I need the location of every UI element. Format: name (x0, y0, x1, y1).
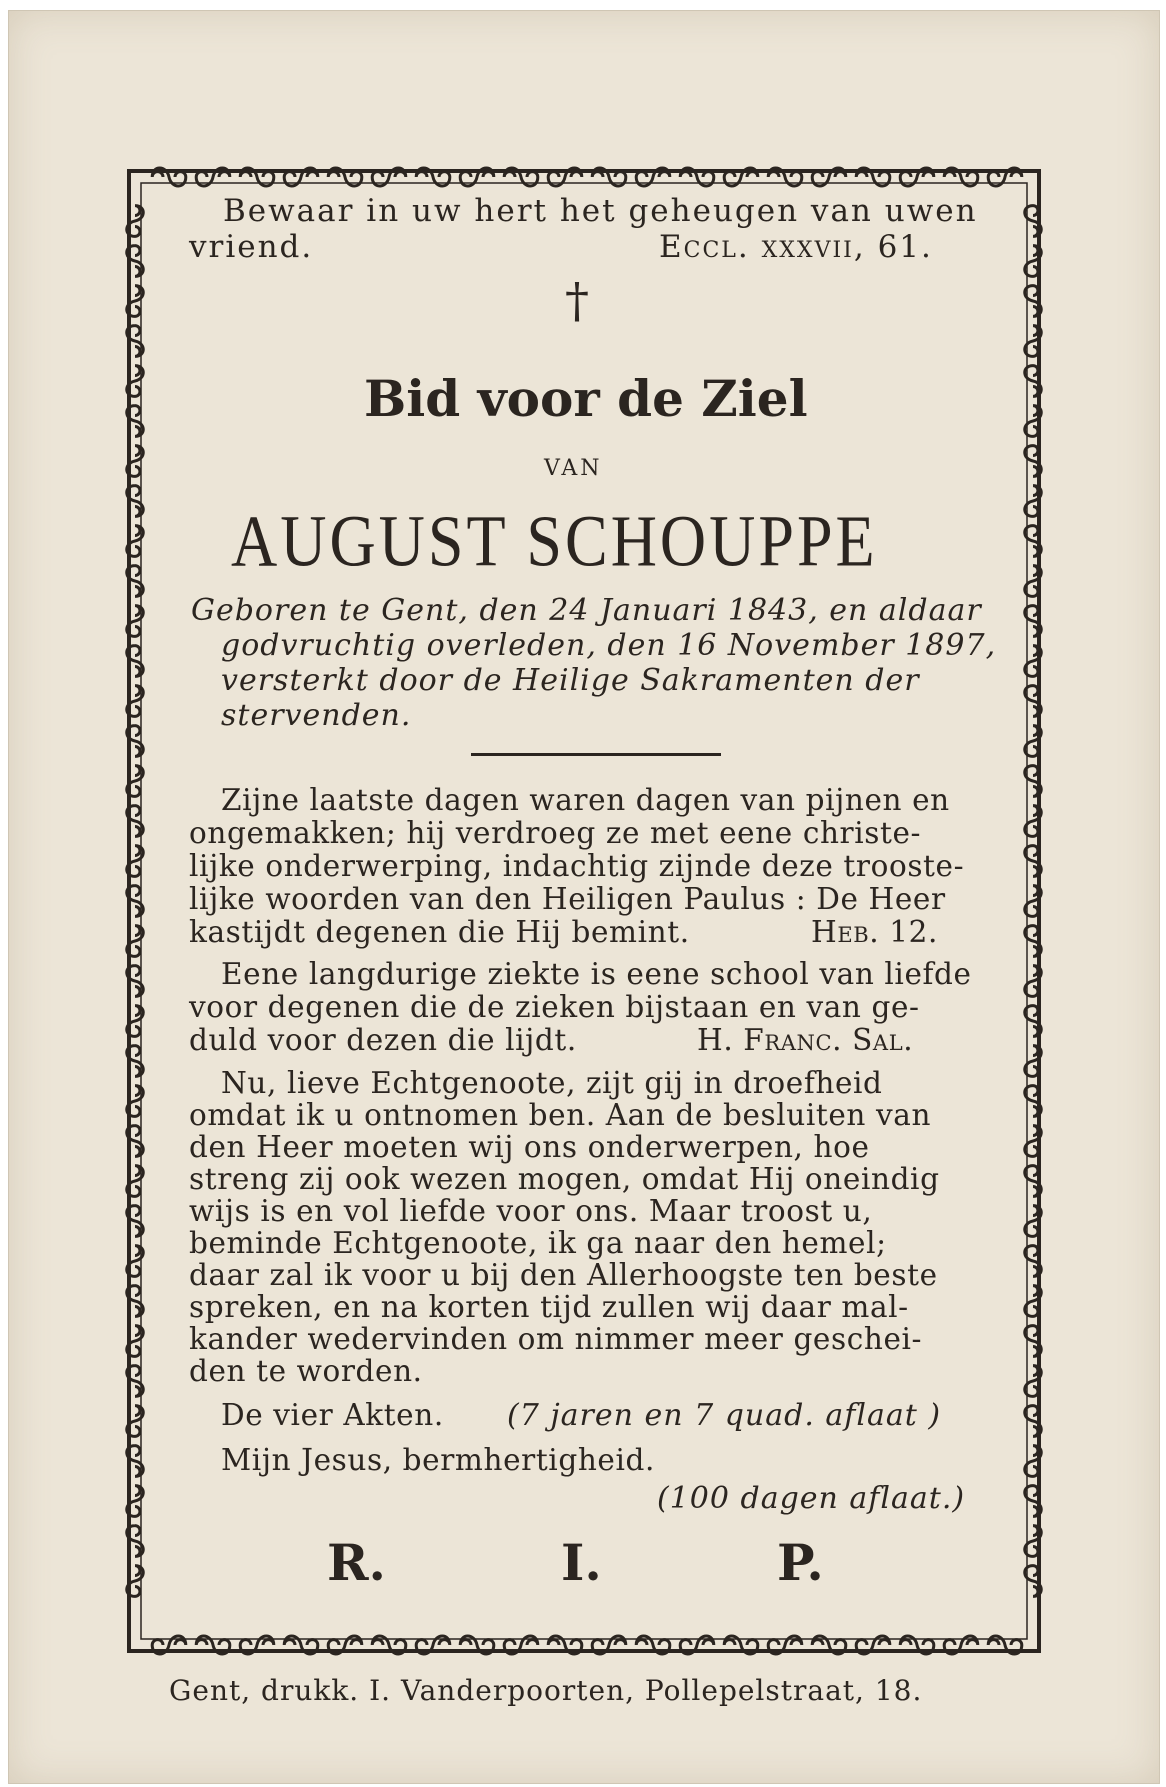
rip-p: P. (777, 1533, 824, 1592)
memorial-card (8, 10, 1160, 1784)
p2-reference: H. Franc. Sal. (697, 1023, 914, 1057)
p3-line-10: den te worden. (189, 1354, 423, 1388)
prayer-1-indulgence: (7 jaren en 7 quad. aflaat ) (507, 1398, 942, 1433)
bio-line-4: stervenden. (221, 698, 412, 733)
van-label: VAN (544, 456, 603, 481)
p1-reference: Heb. 12. (811, 915, 938, 949)
p3-line-9: kander wedervinden om nimmer meer geschei- (189, 1322, 923, 1356)
p3-line-2: omdat ik u ontnomen ben. Aan de besluiten van (189, 1098, 932, 1132)
p3-line-8: spreken, en na korten tijd zullen wij daar mal- (189, 1290, 909, 1324)
p1-line-4: lijke woorden van den Heiligen Paulus : De Heer (189, 882, 946, 916)
heading: Bid voor de Ziel (364, 369, 808, 428)
epigraph-reference: Eccl. xxxvii, 61. (659, 229, 933, 265)
epigraph-line-2: vriend. (189, 229, 314, 265)
p1-line-5: kastijdt degenen die Hij bemint. (189, 915, 690, 949)
p1-line-3: lijke onderwerping, indachtig zijnde deze trooste- (189, 849, 965, 883)
p3-line-4: streng zij ook wezen mogen, omdat Hij oneindig (189, 1162, 940, 1196)
p3-line-7: daar zal ik voor u bij den Allerhoogste ten beste (189, 1258, 938, 1292)
divider (471, 753, 721, 756)
epigraph-line-1: Bewaar in uw hert het geheugen van uwen (223, 193, 978, 229)
rip-i: I. (561, 1533, 602, 1592)
bio-line-1: Geboren te Gent, den 24 Januari 1843, en aldaar (191, 593, 982, 628)
p3-line-6: beminde Echtgenoote, ik ga naar den hemel; (189, 1226, 887, 1260)
rip-r: R. (327, 1533, 386, 1592)
prayer-2: Mijn Jesus, bermhertigheid. (221, 1443, 655, 1477)
p3-line-5: wijs is en vol liefde voor ons. Maar troost u, (189, 1194, 873, 1228)
bio-line-3: versterkt door de Heilige Sakramenten der (221, 663, 920, 698)
p3-line-1: Nu, lieve Echtgenoote, zijt gij in droefheid (221, 1066, 883, 1100)
cross-icon: † (565, 273, 589, 329)
printer-credit: Gent, drukk. I. Vanderpoorten, Pollepelstraat, 18. (169, 1674, 923, 1707)
p2-line-3: duld voor dezen die lijdt. (189, 1023, 577, 1057)
p1-line-1: Zijne laatste dagen waren dagen van pijnen en (221, 783, 950, 817)
prayer-2-indulgence: (100 dagen aflaat.) (657, 1481, 966, 1516)
p3-line-3: den Heer moeten wij ons onderwerpen, hoe (189, 1130, 870, 1164)
p2-line-1: Eene langdurige ziekte is eene school van liefde (221, 957, 972, 991)
p1-line-2: ongemakken; hij verdroeg ze met eene christe- (189, 816, 922, 850)
prayer-1: De vier Akten. (221, 1398, 444, 1432)
p2-line-2: voor degenen die de zieken bijstaan en van ge- (189, 990, 920, 1024)
deceased-name: AUGUST SCHOUPPE (231, 500, 878, 582)
bio-line-2: godvruchtig overleden, den 16 November 1897, (221, 628, 997, 663)
